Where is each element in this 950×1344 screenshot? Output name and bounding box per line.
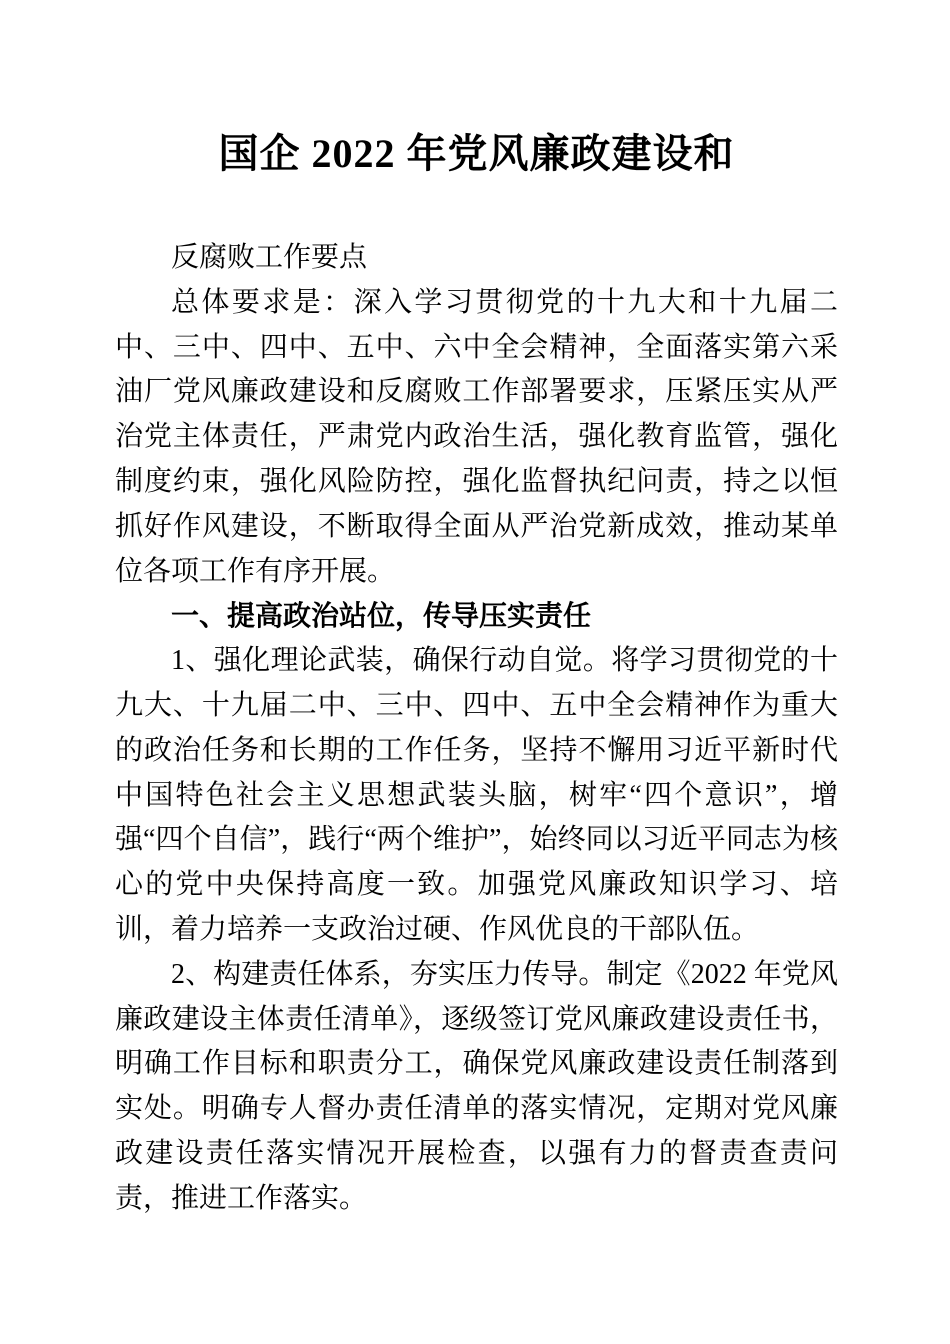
document-title: 国企 2022 年党风廉政建设和 — [218, 131, 735, 176]
paragraph-item-1: 1、强化理论武装，确保行动自觉。将学习贯彻党的十九大、十九届二中、三中、四中、五中全会精神作为重大的政治任务和长期的工作任务，坚持不懈用习近平新时代中国特色社会主义思想武装头脑，树牢“四个意识”，增强“四个自信”，践行“两个维护”，始终同以习近平同志为核心的党中央保持高度一致。加强党风廉政知识学习、培训，着力培养一支政治过硬、作风优良的干部队伍。 — [115, 645, 838, 945]
section-heading-1: 一、提高政治站位，传导压实责任 — [171, 600, 592, 632]
paragraph-overall-requirements: 总体要求是：深入学习贯彻党的十九大和十九届二中、三中、四中、五中、六中全会精神，全面落实第六采油厂党风廉政建设和反腐败工作部署要求，压紧压实从严治党主体责任，严肃党内政治生活，强化教育监管，强化制度约束，强化风险防控，强化监督执纪问责，持之以恒抓好作风建设，不断取得全面从严治党新成效，推动某单位各项工作有序开展。 — [115, 286, 838, 587]
document-title-continuation: 反腐败工作要点 — [171, 242, 368, 273]
paragraph-item-2: 2、构建责任体系，夯实压力传导。制定《2022 年党风廉政建设主体责任清单》，逐级签订党风廉政建设责任书，明确工作目标和职责分工，确保党风廉政建设责任制落到实处。明确专人督办责任清单的落实情况，定期对党风廉政建设责任落实情况开展检查，以强有力的督责查责问责，推进工作落实。 — [115, 958, 838, 1214]
